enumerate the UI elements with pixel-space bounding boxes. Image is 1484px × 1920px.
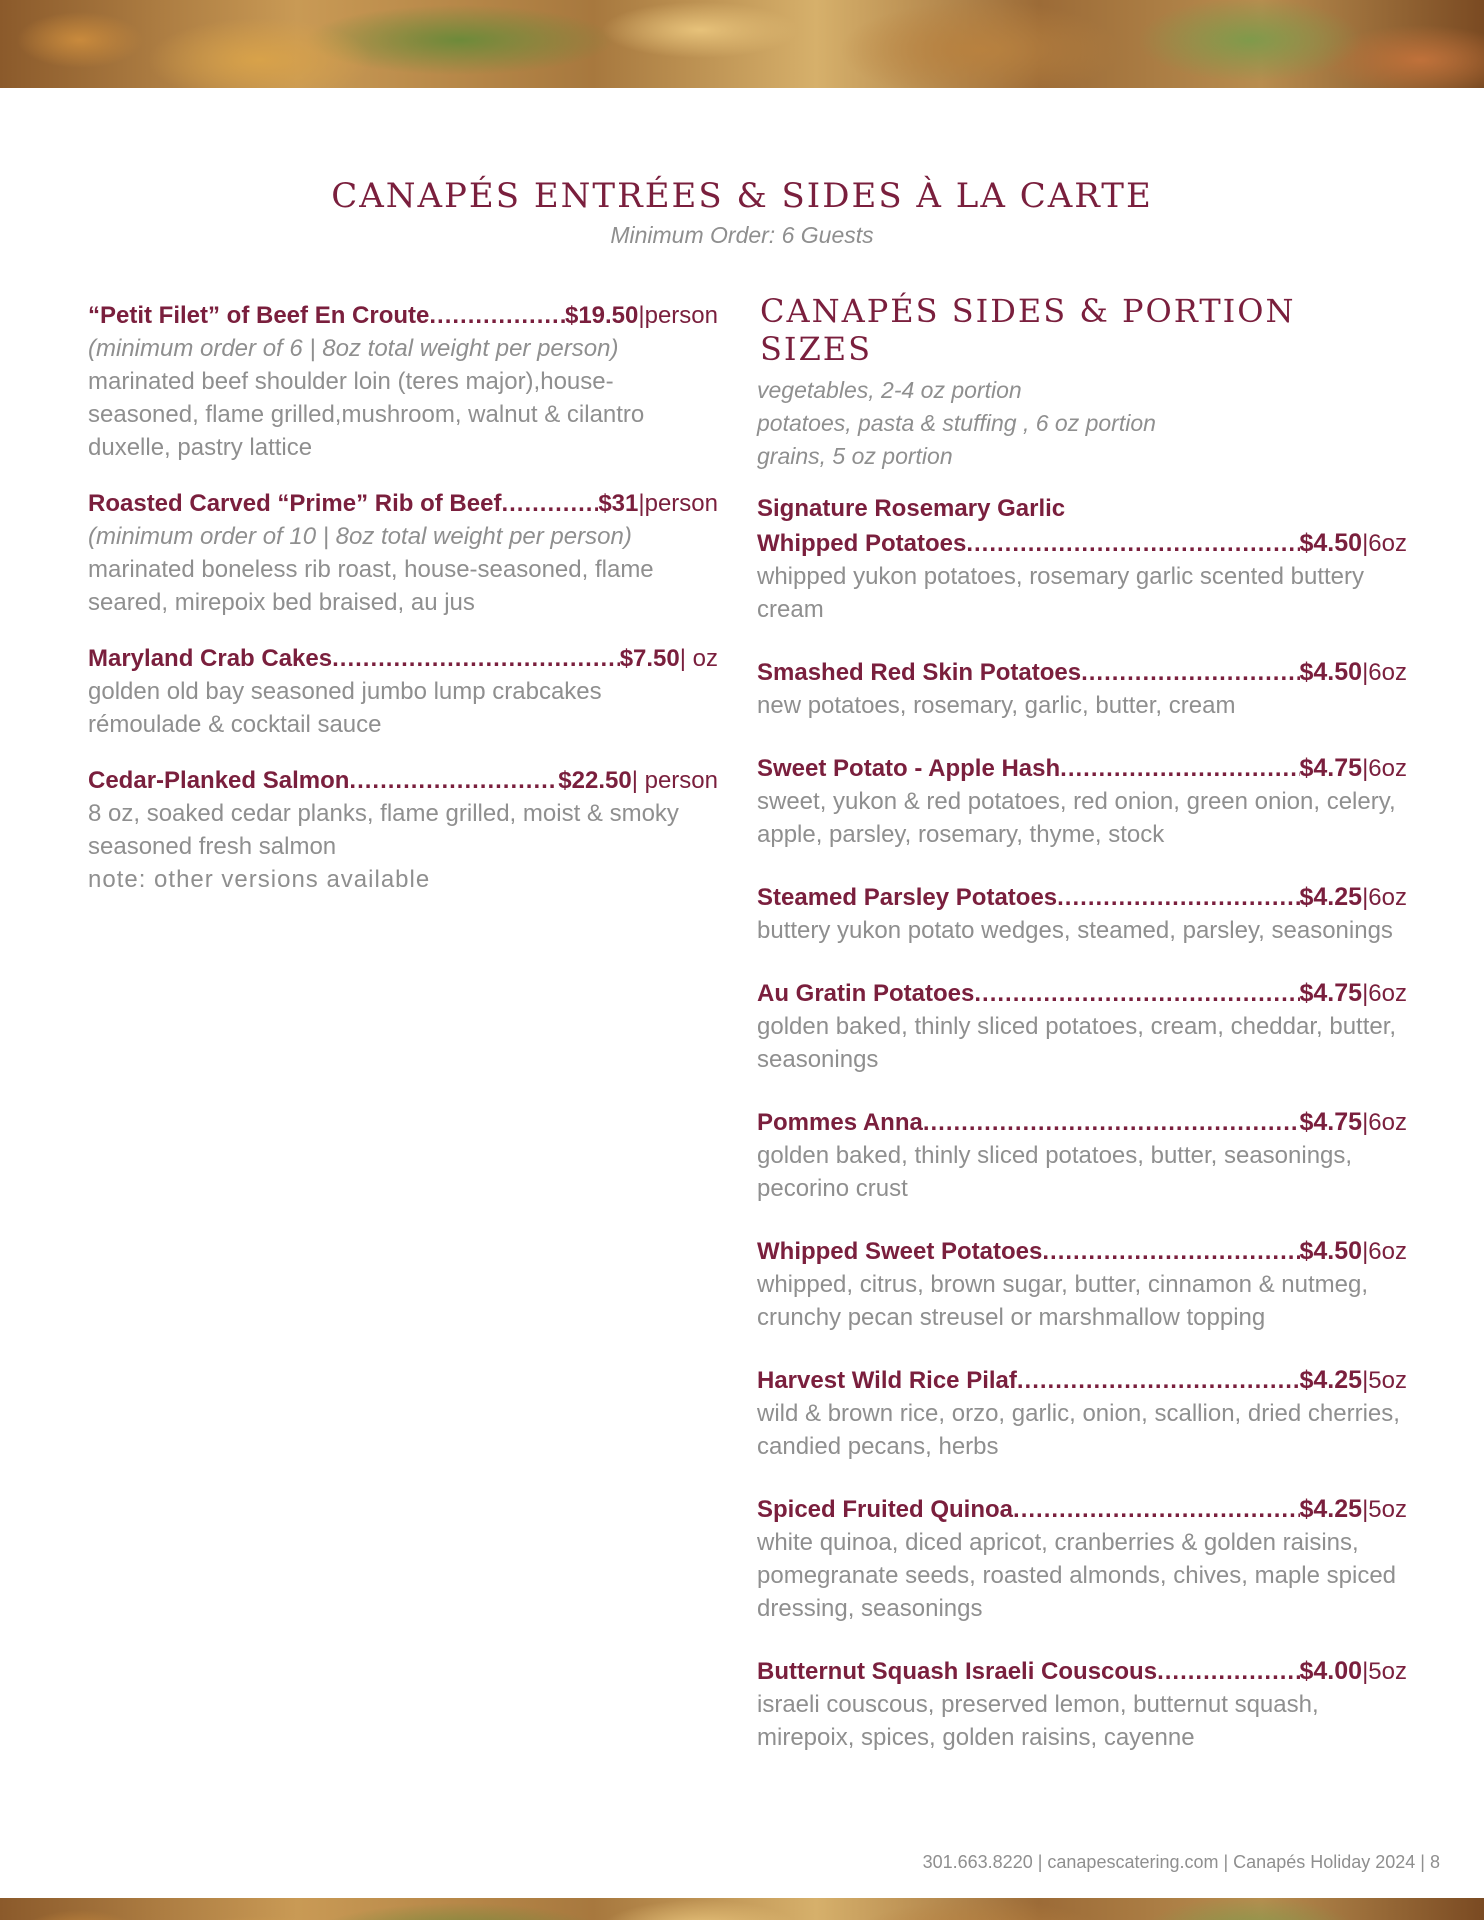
dot-leader bbox=[1157, 1656, 1299, 1688]
portion-line: vegetables, 2-4 oz portion bbox=[757, 377, 1022, 403]
item-description: new potatoes, rosemary, garlic, butter, cream bbox=[757, 692, 1236, 719]
side-item bbox=[757, 1655, 1407, 1754]
footer-food-photo bbox=[0, 1898, 1484, 1920]
item-description: buttery yukon potato wedges, steamed, parsley, seasonings bbox=[757, 917, 1393, 944]
dot-leader bbox=[974, 978, 1299, 1010]
dot-leader bbox=[923, 1107, 1300, 1139]
entrees-column bbox=[88, 300, 718, 920]
item-unit: |6oz bbox=[1362, 659, 1407, 686]
dot-leader bbox=[501, 488, 598, 520]
item-price: $4.75 bbox=[1299, 754, 1363, 782]
menu-item bbox=[88, 643, 718, 741]
menu-item bbox=[88, 300, 718, 464]
item-name: “Petit Filet” of Beef En Croute bbox=[88, 302, 430, 329]
item-price: $4.75 bbox=[1299, 1108, 1363, 1136]
menu-item bbox=[88, 765, 718, 896]
item-description: 8 oz, soaked cedar planks, flame grilled, moist & smoky seasoned fresh salmon bbox=[88, 800, 679, 860]
page-footer: 301.663.8220 | canapescatering.com | Canapés Holiday 2024 | 8 bbox=[922, 1852, 1440, 1872]
dot-leader bbox=[1060, 753, 1299, 785]
item-name: Roasted Carved “Prime” Rib of Beef bbox=[88, 490, 502, 517]
side-item bbox=[757, 1235, 1407, 1334]
item-note: (minimum order of 6 | 8oz total weight per person) bbox=[88, 335, 619, 362]
item-price: $19.50 bbox=[564, 302, 639, 329]
side-item bbox=[757, 1493, 1407, 1625]
side-item bbox=[757, 1106, 1407, 1205]
portion-sizes bbox=[757, 374, 1407, 473]
item-unit: |6oz bbox=[1362, 755, 1407, 782]
dot-leader bbox=[1013, 1494, 1299, 1526]
portion-line: grains, 5 oz portion bbox=[757, 443, 953, 469]
dot-leader bbox=[1081, 657, 1299, 689]
item-unit: | person bbox=[631, 767, 718, 794]
side-item bbox=[757, 491, 1407, 626]
side-item bbox=[757, 656, 1407, 722]
item-description: golden old bay seasoned jumbo lump crabcakes rémoulade & cocktail sauce bbox=[88, 678, 602, 738]
item-price: $31 bbox=[598, 490, 639, 517]
item-price: $4.25 bbox=[1299, 883, 1363, 911]
item-description: white quinoa, diced apricot, cranberries & golden raisins, pomegranate seeds, roasted almonds, chives, maple spiced dressing, seasonings bbox=[757, 1529, 1397, 1622]
item-unit: |person bbox=[638, 490, 718, 517]
item-unit: |5oz bbox=[1362, 1496, 1407, 1523]
item-unit: |5oz bbox=[1362, 1658, 1407, 1685]
item-price: $7.50 bbox=[619, 645, 680, 672]
portion-line: potatoes, pasta & stuffing , 6 oz portion bbox=[757, 410, 1156, 436]
item-unit: |6oz bbox=[1362, 1109, 1407, 1136]
item-price: $4.50 bbox=[1299, 1237, 1363, 1265]
item-price: $4.25 bbox=[1299, 1366, 1363, 1394]
item-description: wild & brown rice, orzo, garlic, onion, scallion, dried cherries, candied pecans, herbs bbox=[757, 1400, 1400, 1460]
page-subtitle: Minimum Order: 6 Guests bbox=[610, 222, 874, 248]
item-name: Au Gratin Potatoes bbox=[757, 980, 975, 1007]
item-description: golden baked, thinly sliced potatoes, butter, seasonings, pecorino crust bbox=[757, 1142, 1353, 1202]
header-food-photo bbox=[0, 0, 1484, 88]
item-description: marinated boneless rib roast, house-seasoned, flame seared, mirepoix bed braised, au jus bbox=[88, 556, 654, 616]
item-price: $4.00 bbox=[1299, 1657, 1363, 1685]
dot-leader bbox=[1042, 1236, 1299, 1268]
item-price: $4.75 bbox=[1299, 979, 1363, 1007]
item-name: Whipped Potatoes bbox=[757, 530, 967, 557]
item-description: marinated beef shoulder loin (teres major),house-seasoned, flame grilled,mushroom, walnut & cilantro duxelle, pastry lattice bbox=[88, 368, 645, 461]
dot-leader bbox=[349, 765, 558, 797]
item-note: (minimum order of 10 | 8oz total weight per person) bbox=[88, 523, 632, 550]
item-description: golden baked, thinly sliced potatoes, cream, cheddar, butter, seasonings bbox=[757, 1013, 1397, 1073]
item-description: sweet, yukon & red potatoes, red onion, green onion, celery, apple, parsley, rosemary, thyme, stock bbox=[757, 788, 1396, 848]
side-item bbox=[757, 881, 1407, 947]
side-item bbox=[757, 752, 1407, 851]
item-name: Whipped Sweet Potatoes bbox=[757, 1238, 1043, 1265]
item-name: Sweet Potato - Apple Hash bbox=[757, 755, 1061, 782]
item-unit: |6oz bbox=[1362, 530, 1407, 557]
dot-leader bbox=[1017, 1365, 1300, 1397]
item-name: Cedar-Planked Salmon bbox=[88, 767, 350, 794]
side-item bbox=[757, 1364, 1407, 1463]
item-name: Pommes Anna bbox=[757, 1109, 923, 1136]
item-description: whipped yukon potatoes, rosemary garlic scented buttery cream bbox=[757, 563, 1364, 623]
side-item bbox=[757, 977, 1407, 1076]
item-name: Spiced Fruited Quinoa bbox=[757, 1496, 1014, 1523]
item-unit: |6oz bbox=[1362, 884, 1407, 911]
item-price: $4.50 bbox=[1299, 529, 1363, 557]
item-unit: |person bbox=[638, 302, 718, 329]
item-description: israeli couscous, preserved lemon, butternut squash, mirepoix, spices, golden raisins, cayenne bbox=[757, 1691, 1319, 1751]
item-name: Smashed Red Skin Potatoes bbox=[757, 659, 1082, 686]
item-unit: |6oz bbox=[1362, 1238, 1407, 1265]
item-price: $4.50 bbox=[1299, 658, 1363, 686]
item-unit: | oz bbox=[679, 645, 718, 672]
item-unit: |5oz bbox=[1362, 1367, 1407, 1394]
dot-leader bbox=[966, 528, 1299, 560]
dot-leader bbox=[429, 300, 565, 332]
sides-column bbox=[757, 292, 1407, 1784]
item-description: whipped, citrus, brown sugar, butter, cinnamon & nutmeg, crunchy pecan streusel or marshmallow topping bbox=[757, 1271, 1369, 1331]
item-price: $4.25 bbox=[1299, 1495, 1363, 1523]
menu-item bbox=[88, 488, 718, 619]
item-unit: |6oz bbox=[1362, 980, 1407, 1007]
item-name: Harvest Wild Rice Pilaf bbox=[757, 1367, 1017, 1394]
page-title: CANAPÉS ENTRÉES & SIDES À LA CARTE bbox=[331, 176, 1153, 216]
sides-title: CANAPÉS SIDES & PORTION SIZES bbox=[760, 292, 1296, 368]
item-price: $22.50 bbox=[558, 767, 632, 794]
item-name: Butternut Squash Israeli Couscous bbox=[757, 1658, 1158, 1685]
item-name: Maryland Crab Cakes bbox=[88, 645, 333, 672]
dot-leader bbox=[332, 643, 620, 675]
dot-leader bbox=[1057, 882, 1299, 914]
item-name-prefix: Signature Rosemary Garlic bbox=[757, 495, 1066, 522]
item-name: Steamed Parsley Potatoes bbox=[757, 884, 1058, 911]
item-extra-note: note: other versions available bbox=[88, 866, 431, 893]
